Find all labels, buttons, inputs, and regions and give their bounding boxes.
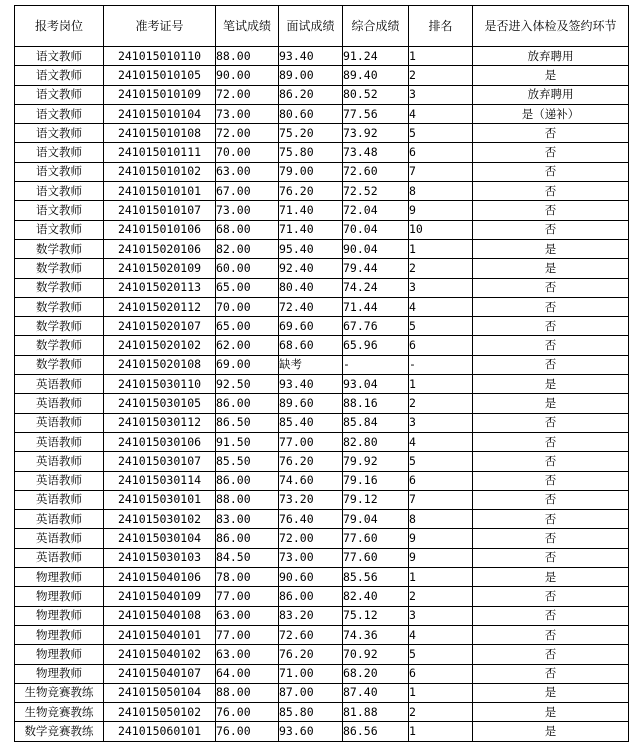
cell-exam-id: 241015010108 [104,124,216,143]
cell-interview-score: 75.20 [279,124,343,143]
cell-written-score: 91.50 [216,432,279,451]
cell-interview-score: 79.00 [279,162,343,181]
results-table [14,5,629,742]
table-row [15,297,629,316]
cell-total-score: 79.16 [343,471,409,490]
cell-rank: 2 [409,394,473,413]
cell-result: 否 [473,162,629,181]
cell-interview-score: 75.80 [279,143,343,162]
cell-result: 是 [473,259,629,278]
cell-position: 数学竞赛教练 [15,722,104,741]
cell-position: 语文教师 [15,201,104,220]
cell-interview-score: 71.40 [279,220,343,239]
table-row [15,703,629,722]
cell-exam-id: 241015060101 [104,722,216,741]
cell-rank: 4 [409,625,473,644]
cell-rank: 3 [409,278,473,297]
cell-result: 否 [473,452,629,471]
cell-rank: 1 [409,722,473,741]
cell-rank: 3 [409,606,473,625]
cell-result: 否 [473,625,629,644]
cell-rank: - [409,355,473,374]
cell-interview-score: 80.40 [279,278,343,297]
cell-position: 物理教师 [15,568,104,587]
cell-written-score: 63.00 [216,606,279,625]
cell-interview-score: 72.60 [279,625,343,644]
cell-result: 否 [473,297,629,316]
header-position: 报考岗位 [15,6,104,47]
cell-written-score: 77.00 [216,587,279,606]
cell-exam-id: 241015010107 [104,201,216,220]
cell-position: 语文教师 [15,143,104,162]
cell-rank: 7 [409,490,473,509]
table-header [15,6,629,47]
cell-exam-id: 241015030110 [104,375,216,394]
cell-total-score: 87.40 [343,683,409,702]
cell-written-score: 86.00 [216,529,279,548]
cell-result: 否 [473,220,629,239]
cell-result: 否 [473,317,629,336]
cell-rank: 4 [409,432,473,451]
cell-result: 是 [473,66,629,85]
cell-result: 放弃聘用 [473,85,629,104]
cell-total-score: 82.80 [343,432,409,451]
cell-position: 数学教师 [15,278,104,297]
cell-total-score: 71.44 [343,297,409,316]
cell-result: 是 [473,239,629,258]
cell-exam-id: 241015010104 [104,104,216,123]
cell-result: 否 [473,471,629,490]
cell-written-score: 88.00 [216,47,279,66]
cell-rank: 8 [409,510,473,529]
cell-rank: 9 [409,529,473,548]
cell-written-score: 88.00 [216,490,279,509]
table-row [15,85,629,104]
cell-rank: 5 [409,645,473,664]
cell-interview-score: 93.40 [279,375,343,394]
cell-rank: 5 [409,317,473,336]
cell-written-score: 65.00 [216,278,279,297]
cell-exam-id: 241015030112 [104,413,216,432]
cell-result: 否 [473,201,629,220]
cell-exam-id: 241015030106 [104,432,216,451]
cell-exam-id: 241015030107 [104,452,216,471]
cell-exam-id: 241015050102 [104,703,216,722]
table-row [15,490,629,509]
table-row [15,722,629,741]
cell-written-score: 90.00 [216,66,279,85]
cell-rank: 5 [409,452,473,471]
cell-total-score: 77.56 [343,104,409,123]
cell-result: 否 [473,548,629,567]
cell-rank: 3 [409,85,473,104]
cell-rank: 9 [409,201,473,220]
cell-rank: 6 [409,664,473,683]
cell-result: 否 [473,143,629,162]
header-interview-score: 面试成绩 [279,6,343,47]
cell-interview-score: 74.60 [279,471,343,490]
cell-interview-score: 73.20 [279,490,343,509]
cell-total-score: 72.52 [343,182,409,201]
cell-position: 语文教师 [15,104,104,123]
cell-written-score: 82.00 [216,239,279,258]
cell-position: 语文教师 [15,124,104,143]
cell-rank: 10 [409,220,473,239]
cell-result: 是 [473,683,629,702]
table-row [15,66,629,85]
cell-total-score: 79.92 [343,452,409,471]
cell-total-score: - [343,355,409,374]
table-row [15,259,629,278]
cell-exam-id: 241015050104 [104,683,216,702]
cell-exam-id: 241015020107 [104,317,216,336]
cell-interview-score: 72.00 [279,529,343,548]
cell-total-score: 89.40 [343,66,409,85]
cell-result: 否 [473,413,629,432]
cell-written-score: 65.00 [216,317,279,336]
cell-rank: 8 [409,182,473,201]
cell-result: 是 [473,394,629,413]
cell-interview-score: 76.20 [279,182,343,201]
cell-interview-score: 73.00 [279,548,343,567]
cell-exam-id: 241015030101 [104,490,216,509]
cell-result: 否 [473,182,629,201]
cell-position: 英语教师 [15,510,104,529]
cell-result: 是 [473,375,629,394]
table-row [15,355,629,374]
cell-exam-id: 241015010105 [104,66,216,85]
cell-written-score: 83.00 [216,510,279,529]
table-row [15,587,629,606]
cell-interview-score: 92.40 [279,259,343,278]
cell-total-score: 73.92 [343,124,409,143]
table-row [15,47,629,66]
table-row [15,645,629,664]
cell-rank: 7 [409,162,473,181]
table-row [15,394,629,413]
cell-written-score: 77.00 [216,625,279,644]
cell-exam-id: 241015030102 [104,510,216,529]
table-row [15,568,629,587]
cell-total-score: 72.60 [343,162,409,181]
cell-interview-score: 71.40 [279,201,343,220]
cell-written-score: 76.00 [216,703,279,722]
table-row [15,625,629,644]
cell-total-score: 67.76 [343,317,409,336]
cell-result: 否 [473,510,629,529]
cell-total-score: 77.60 [343,548,409,567]
cell-total-score: 80.52 [343,85,409,104]
cell-position: 数学教师 [15,297,104,316]
cell-interview-score: 83.20 [279,606,343,625]
cell-position: 数学教师 [15,317,104,336]
cell-rank: 2 [409,259,473,278]
cell-total-score: 77.60 [343,529,409,548]
cell-exam-id: 241015030114 [104,471,216,490]
cell-written-score: 68.00 [216,220,279,239]
cell-rank: 6 [409,143,473,162]
cell-exam-id: 241015010106 [104,220,216,239]
cell-written-score: 72.00 [216,85,279,104]
cell-total-score: 70.04 [343,220,409,239]
table-row [15,104,629,123]
cell-total-score: 74.36 [343,625,409,644]
cell-exam-id: 241015020109 [104,259,216,278]
cell-result: 否 [473,529,629,548]
cell-position: 语文教师 [15,182,104,201]
cell-exam-id: 241015010102 [104,162,216,181]
table-row [15,239,629,258]
cell-result: 否 [473,355,629,374]
cell-total-score: 79.04 [343,510,409,529]
cell-interview-score: 93.40 [279,47,343,66]
cell-exam-id: 241015020108 [104,355,216,374]
table-row [15,471,629,490]
cell-rank: 1 [409,683,473,702]
cell-written-score: 63.00 [216,645,279,664]
table-row [15,548,629,567]
cell-rank: 5 [409,124,473,143]
cell-position: 语文教师 [15,85,104,104]
cell-position: 物理教师 [15,587,104,606]
cell-result: 否 [473,587,629,606]
cell-interview-score: 68.60 [279,336,343,355]
cell-position: 物理教师 [15,645,104,664]
cell-rank: 2 [409,66,473,85]
cell-position: 英语教师 [15,375,104,394]
cell-interview-score: 86.00 [279,587,343,606]
cell-total-score: 75.12 [343,606,409,625]
cell-interview-score: 87.00 [279,683,343,702]
cell-interview-score: 89.00 [279,66,343,85]
cell-interview-score: 93.60 [279,722,343,741]
cell-rank: 2 [409,703,473,722]
cell-interview-score: 缺考 [279,355,343,374]
cell-total-score: 68.20 [343,664,409,683]
cell-written-score: 62.00 [216,336,279,355]
cell-exam-id: 241015040106 [104,568,216,587]
table-row [15,182,629,201]
table-row [15,220,629,239]
cell-interview-score: 76.40 [279,510,343,529]
cell-exam-id: 241015010109 [104,85,216,104]
table-row [15,413,629,432]
cell-written-score: 64.00 [216,664,279,683]
cell-written-score: 67.00 [216,182,279,201]
cell-rank: 1 [409,47,473,66]
cell-position: 语文教师 [15,162,104,181]
table-row [15,124,629,143]
cell-total-score: 74.24 [343,278,409,297]
cell-interview-score: 85.80 [279,703,343,722]
cell-position: 语文教师 [15,47,104,66]
cell-written-score: 69.00 [216,355,279,374]
table-row [15,143,629,162]
cell-rank: 3 [409,413,473,432]
cell-interview-score: 95.40 [279,239,343,258]
cell-position: 英语教师 [15,452,104,471]
cell-written-score: 86.50 [216,413,279,432]
cell-position: 物理教师 [15,664,104,683]
cell-written-score: 85.50 [216,452,279,471]
cell-total-score: 82.40 [343,587,409,606]
cell-written-score: 84.50 [216,548,279,567]
header-written-score: 笔试成绩 [216,6,279,47]
cell-rank: 4 [409,297,473,316]
cell-exam-id: 241015020113 [104,278,216,297]
cell-position: 英语教师 [15,432,104,451]
table-row [15,606,629,625]
table-row [15,336,629,355]
cell-interview-score: 90.60 [279,568,343,587]
cell-interview-score: 76.20 [279,645,343,664]
cell-written-score: 88.00 [216,683,279,702]
table-row [15,529,629,548]
cell-position: 英语教师 [15,548,104,567]
cell-total-score: 65.96 [343,336,409,355]
cell-interview-score: 77.00 [279,432,343,451]
cell-exam-id: 241015010111 [104,143,216,162]
cell-interview-score: 71.00 [279,664,343,683]
cell-interview-score: 85.40 [279,413,343,432]
cell-result: 否 [473,606,629,625]
header-total-score: 综合成绩 [343,6,409,47]
cell-written-score: 70.00 [216,297,279,316]
cell-position: 物理教师 [15,625,104,644]
cell-position: 生物竞赛教练 [15,683,104,702]
cell-total-score: 81.88 [343,703,409,722]
cell-total-score: 85.56 [343,568,409,587]
cell-position: 英语教师 [15,413,104,432]
cell-exam-id: 241015040108 [104,606,216,625]
table-row [15,664,629,683]
cell-result: 否 [473,432,629,451]
cell-rank: 6 [409,336,473,355]
cell-interview-score: 72.40 [279,297,343,316]
cell-exam-id: 241015030103 [104,548,216,567]
cell-exam-id: 241015010101 [104,182,216,201]
cell-written-score: 63.00 [216,162,279,181]
cell-written-score: 76.00 [216,722,279,741]
cell-position: 数学教师 [15,259,104,278]
header-exam-id: 准考证号 [104,6,216,47]
cell-interview-score: 86.20 [279,85,343,104]
cell-total-score: 79.12 [343,490,409,509]
table-body [15,47,629,742]
cell-exam-id: 241015030105 [104,394,216,413]
cell-rank: 6 [409,471,473,490]
cell-interview-score: 69.60 [279,317,343,336]
cell-position: 英语教师 [15,394,104,413]
cell-position: 语文教师 [15,66,104,85]
cell-written-score: 78.00 [216,568,279,587]
cell-interview-score: 80.60 [279,104,343,123]
cell-result: 否 [473,645,629,664]
cell-result: 是 [473,703,629,722]
cell-result: 是 [473,568,629,587]
table-row [15,432,629,451]
table-row [15,452,629,471]
header-row [15,6,629,47]
cell-rank: 1 [409,375,473,394]
cell-written-score: 86.00 [216,394,279,413]
cell-total-score: 70.92 [343,645,409,664]
cell-total-score: 85.84 [343,413,409,432]
cell-written-score: 73.00 [216,104,279,123]
cell-written-score: 73.00 [216,201,279,220]
cell-result: 否 [473,124,629,143]
cell-exam-id: 241015020112 [104,297,216,316]
cell-rank: 4 [409,104,473,123]
cell-total-score: 73.48 [343,143,409,162]
cell-total-score: 90.04 [343,239,409,258]
cell-result: 否 [473,336,629,355]
cell-total-score: 86.56 [343,722,409,741]
cell-written-score: 60.00 [216,259,279,278]
cell-total-score: 72.04 [343,201,409,220]
cell-position: 物理教师 [15,606,104,625]
cell-result: 是 [473,722,629,741]
cell-position: 英语教师 [15,490,104,509]
cell-position: 数学教师 [15,355,104,374]
cell-result: 是（递补） [473,104,629,123]
cell-exam-id: 241015040107 [104,664,216,683]
cell-position: 英语教师 [15,471,104,490]
cell-rank: 1 [409,239,473,258]
cell-result: 否 [473,278,629,297]
cell-exam-id: 241015020106 [104,239,216,258]
cell-total-score: 91.24 [343,47,409,66]
cell-position: 英语教师 [15,529,104,548]
cell-rank: 1 [409,568,473,587]
cell-written-score: 70.00 [216,143,279,162]
table-row [15,683,629,702]
cell-exam-id: 241015020102 [104,336,216,355]
table-row [15,162,629,181]
cell-written-score: 72.00 [216,124,279,143]
cell-exam-id: 241015010110 [104,47,216,66]
cell-exam-id: 241015040109 [104,587,216,606]
cell-position: 数学教师 [15,239,104,258]
cell-total-score: 79.44 [343,259,409,278]
cell-exam-id: 241015030104 [104,529,216,548]
cell-total-score: 93.04 [343,375,409,394]
cell-written-score: 86.00 [216,471,279,490]
header-result: 是否进入体检及签约环节 [473,6,629,47]
table-row [15,317,629,336]
cell-position: 数学教师 [15,336,104,355]
table-row [15,510,629,529]
cell-position: 生物竞赛教练 [15,703,104,722]
cell-exam-id: 241015040102 [104,645,216,664]
cell-result: 否 [473,664,629,683]
cell-exam-id: 241015040101 [104,625,216,644]
table-row [15,278,629,297]
header-rank: 排名 [409,6,473,47]
cell-position: 语文教师 [15,220,104,239]
cell-rank: 9 [409,548,473,567]
cell-result: 放弃聘用 [473,47,629,66]
cell-interview-score: 89.60 [279,394,343,413]
table-row [15,375,629,394]
table-row [15,201,629,220]
cell-result: 否 [473,490,629,509]
cell-interview-score: 76.20 [279,452,343,471]
cell-total-score: 88.16 [343,394,409,413]
cell-written-score: 92.50 [216,375,279,394]
cell-rank: 2 [409,587,473,606]
